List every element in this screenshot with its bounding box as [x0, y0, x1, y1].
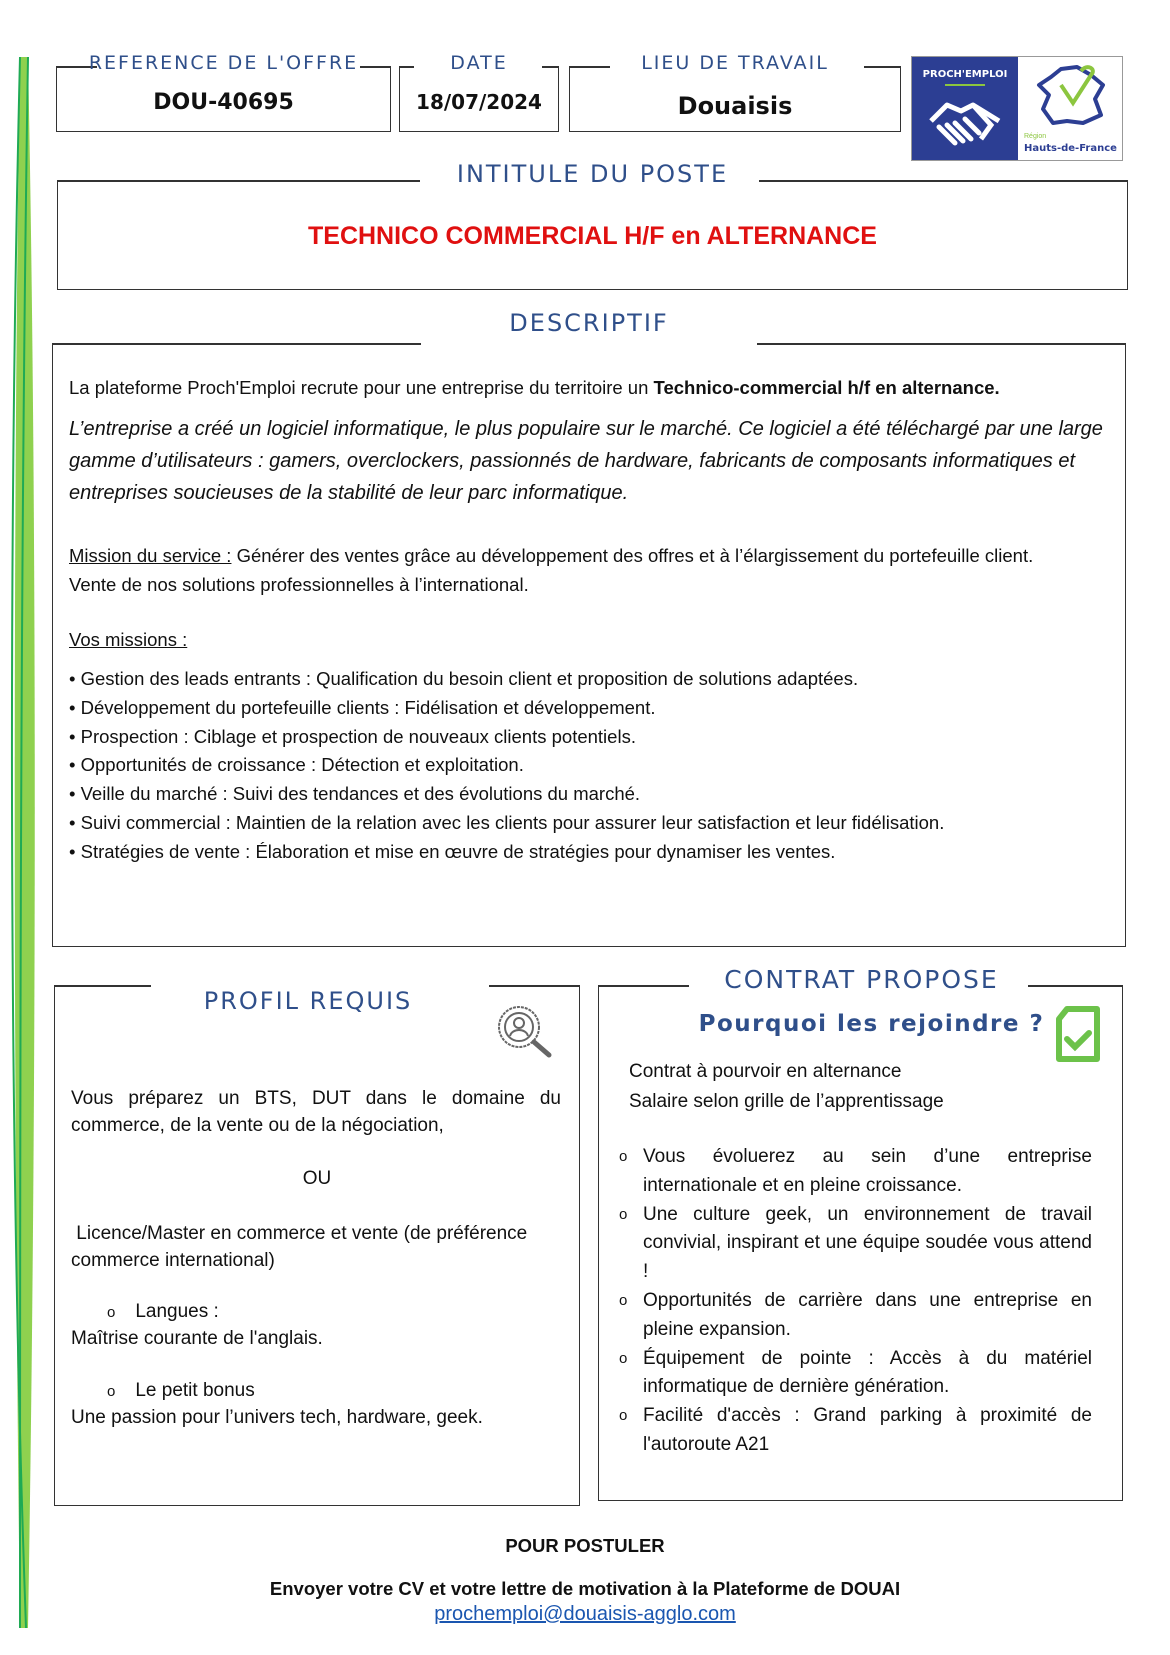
- contract-section: [598, 965, 1123, 1501]
- profile-education: Vous préparez un BTS, DUT dans le domaine du commerce, de la vente ou de la négociation,: [71, 1088, 561, 1136]
- benefit-item: o Équipement de pointe : Accès à du matériel informatique de dernière génération.: [615, 1345, 1092, 1403]
- missions-label: Vos missions :: [69, 629, 188, 650]
- mission-label: Mission du service :: [69, 545, 232, 566]
- france-map-heart-icon: [1031, 63, 1111, 129]
- location-label: LIEU DE TRAVAIL: [641, 52, 829, 74]
- contract-heading: CONTRAT PROPOSE: [724, 965, 999, 994]
- languages-label: Langues :: [135, 1301, 219, 1322]
- profile-search-icon: [495, 1003, 557, 1059]
- profile-heading: PROFIL REQUIS: [203, 987, 413, 1015]
- bonus-label: Le petit bonus: [135, 1380, 255, 1401]
- logo-region-small: Région: [1024, 133, 1047, 140]
- mission-service: [69, 541, 1109, 599]
- benefit-item: o Vous évoluerez au sein d’une entreprise internationale et en pleine croissance.: [615, 1143, 1092, 1201]
- bonus-text: Une passion pour l’univers tech, hardware, geek.: [71, 1407, 483, 1428]
- description-heading: DESCRIPTIF: [509, 309, 669, 337]
- profile-section: [54, 985, 580, 1506]
- handshake-icon: [925, 91, 1005, 153]
- missions-list: [69, 665, 1109, 867]
- mission-item: • Veille du marché : Suivi des tendances et des évolutions du marché.: [69, 783, 641, 805]
- reference-value: DOU-40695: [153, 90, 294, 115]
- prochemploi-logo: [911, 56, 1123, 161]
- benefit-item: o Facilité d'accès : Grand parking à proximité de l'autoroute A21: [615, 1402, 1092, 1460]
- bonus-item: o Le petit bonus: [107, 1380, 255, 1401]
- benefit-item: o Une culture geek, un environnement de travail convivial, inspirant et une équipe soudée vous attend !: [615, 1201, 1092, 1287]
- profile-degree: Licence/Master en commerce et vente (de préférence commerce international): [71, 1223, 533, 1271]
- reference-box: [56, 52, 391, 132]
- apply-instruction: Envoyer votre CV et votre lettre de motivation à la Plateforme de DOUAI: [269, 1578, 901, 1599]
- location-box: [569, 52, 901, 132]
- apply-email-link[interactable]: prochemploi@douaisis-agglo.com: [434, 1603, 736, 1625]
- job-title: TECHNICO COMMERCIAL H/F en ALTERNANCE: [308, 222, 877, 250]
- languages-item: o Langues :: [107, 1301, 219, 1322]
- job-title-section: [57, 160, 1128, 290]
- mission-text-2: Vente de nos solutions professionnelles à l’international.: [69, 574, 529, 595]
- contract-type: Contrat à pourvoir en alternance: [629, 1061, 902, 1082]
- languages-text: Maîtrise courante de l'anglais.: [71, 1328, 323, 1349]
- mission-item: • Prospection : Ciblage et prospection de nouveaux clients potentiels.: [69, 725, 636, 747]
- mission-item: • Gestion des leads entrants : Qualification du besoin client et proposition de solutions adaptées.: [69, 668, 859, 689]
- description-section: [52, 309, 1126, 947]
- location-value: Douaisis: [677, 92, 793, 120]
- contract-salary: Salaire selon grille de l’apprentissage: [629, 1091, 944, 1112]
- mission-item: • Opportunités de croissance : Détection et exploitation.: [69, 754, 524, 776]
- benefit-item: o Opportunités de carrière dans une entreprise en pleine expansion.: [615, 1287, 1092, 1345]
- profile-or: OU: [302, 1168, 332, 1189]
- date-box: [399, 52, 559, 132]
- contract-lines: [629, 1057, 944, 1117]
- intro-text: La plateforme Proch'Emploi recrute pour une entreprise du territoire un: [69, 377, 654, 398]
- apply-heading: POUR POSTULER: [505, 1535, 665, 1556]
- job-title-heading: INTITULE DU POSTE: [456, 160, 729, 188]
- benefits-list: [615, 1143, 1092, 1460]
- contract-subtitle: Pourquoi les rejoindre ?: [698, 1011, 1045, 1037]
- mission-text: Générer des ventes grâce au développement des offres et à l’élargissement du portefeuille client.: [231, 545, 1034, 566]
- date-value: 18/07/2024: [416, 90, 542, 114]
- logo-brand: PROCH'EMPLOI: [922, 69, 1008, 80]
- date-label: DATE: [450, 52, 508, 74]
- mission-item: • Suivi commercial : Maintien de la relation avec les clients pour assurer leur satisfaction et leur fidélisation.: [69, 811, 945, 833]
- mission-item: • Développement du portefeuille clients : Fidélisation et développement.: [69, 696, 656, 718]
- logo-region: Hauts-de-France: [1024, 143, 1117, 154]
- reference-label: REFERENCE DE L'OFFRE: [88, 52, 359, 74]
- document-check-icon: [1053, 1005, 1103, 1063]
- intro-bold-text: Technico-commercial h/f en alternance.: [653, 377, 1000, 398]
- mission-item: • Stratégies de vente : Élaboration et mise en œuvre de stratégies pour dynamiser les ventes.: [69, 840, 836, 862]
- company-paragraph: L’entreprise a créé un logiciel informatique, le plus populaire sur le marché. Ce logiciel a été téléchargé par une large gamme d’utilisateurs : gamers, overclockers, passionnés de hardware, fabricants de composants informatiques et entreprises soucieuses de la stabilité de leur parc informatique.: [69, 418, 1103, 504]
- green-swoosh-decoration: [10, 55, 40, 1630]
- description-intro: [69, 377, 1109, 399]
